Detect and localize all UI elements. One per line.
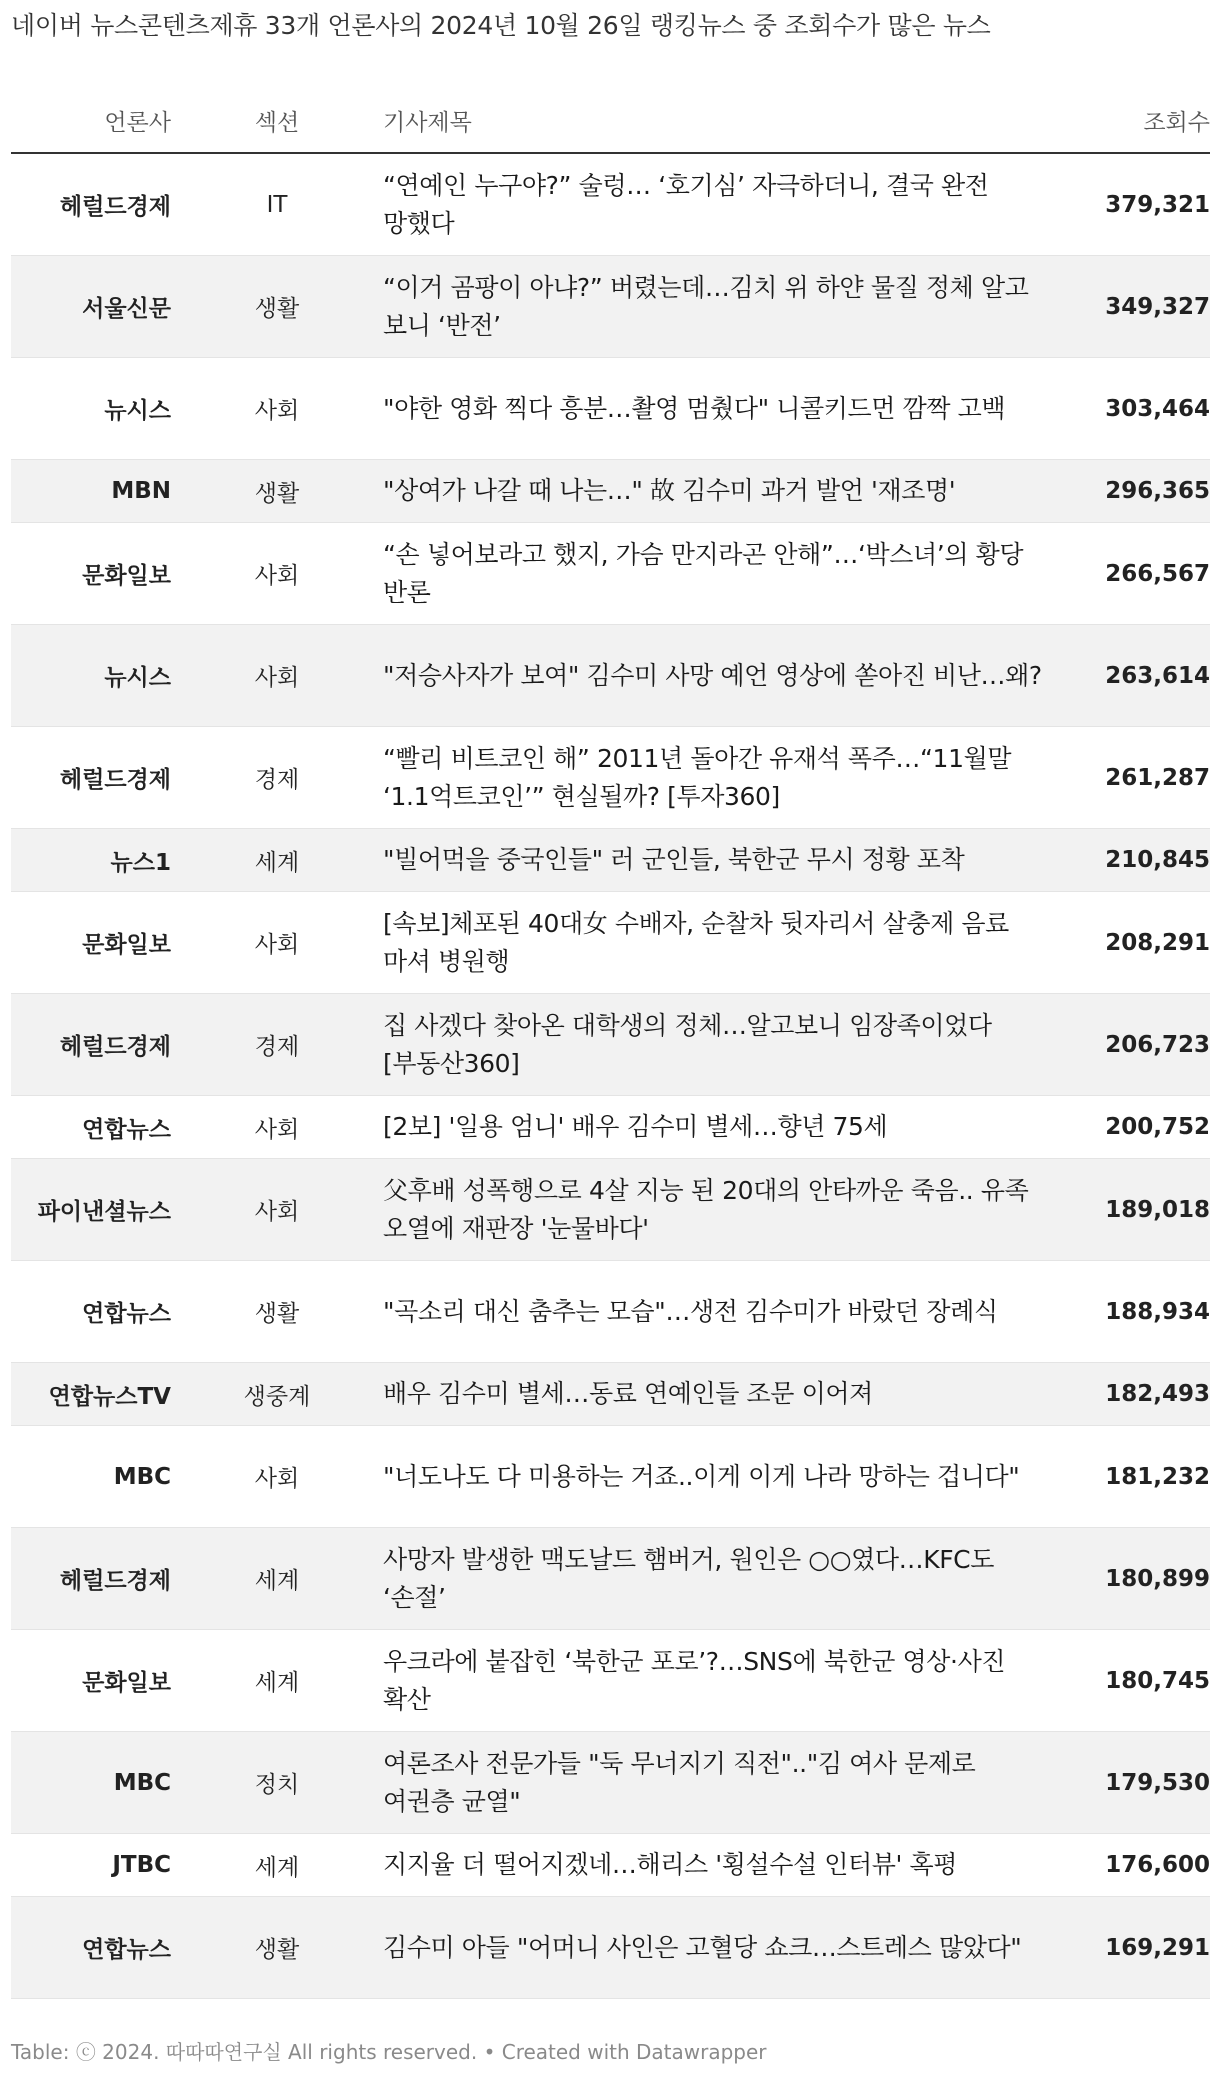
press-cell: 파이낸셜뉴스 <box>11 1159 171 1261</box>
table-row <box>11 460 1210 523</box>
headline-cell[interactable]: 우크라에 붙잡힌 ‘북한군 포로’?…SNS에 북한군 영상·사진 확산 <box>383 1630 1050 1732</box>
section-cell: 경제 <box>171 994 383 1096</box>
press-cell: 헤럴드경제 <box>11 1528 171 1630</box>
table-row <box>11 358 1210 460</box>
views-cell: 188,934 <box>1050 1261 1210 1363</box>
headline-cell[interactable]: 배우 김수미 별세…동료 연예인들 조문 이어져 <box>383 1363 1050 1426</box>
table-row <box>11 1630 1210 1732</box>
views-cell: 261,287 <box>1050 727 1210 829</box>
views-cell: 180,899 <box>1050 1528 1210 1630</box>
section-cell: 사회 <box>171 1426 383 1528</box>
section-cell: 사회 <box>171 358 383 460</box>
headline-cell[interactable]: “손 넣어보라고 했지, 가슴 만지라곤 안해”…‘박스녀’의 황당 반론 <box>383 523 1050 625</box>
column-header-headline[interactable]: 기사제목 <box>383 88 1050 153</box>
press-cell: 헤럴드경제 <box>11 727 171 829</box>
views-cell: 210,845 <box>1050 829 1210 892</box>
views-cell: 208,291 <box>1050 892 1210 994</box>
headline-cell[interactable]: "상여가 나갈 때 나는…" 故 김수미 과거 발언 '재조명' <box>383 460 1050 523</box>
section-cell: 세계 <box>171 1834 383 1897</box>
section-cell: 생활 <box>171 460 383 523</box>
headline-cell[interactable]: [속보]체포된 40대女 수배자, 순찰차 뒷자리서 살충제 음료 마셔 병원행 <box>383 892 1050 994</box>
views-cell: 181,232 <box>1050 1426 1210 1528</box>
page-title: 네이버 뉴스콘텐츠제휴 33개 언론사의 2024년 10월 26일 랭킹뉴스 중 조회수가 많은 뉴스 <box>11 11 991 40</box>
press-cell: JTBC <box>11 1834 171 1897</box>
views-cell: 179,530 <box>1050 1732 1210 1834</box>
press-cell: 연합뉴스 <box>11 1897 171 1999</box>
section-cell: 세계 <box>171 1528 383 1630</box>
table-row <box>11 1897 1210 1999</box>
views-cell: 169,291 <box>1050 1897 1210 1999</box>
press-cell: 연합뉴스TV <box>11 1363 171 1426</box>
press-cell: 뉴스1 <box>11 829 171 892</box>
headline-cell[interactable]: 지지율 더 떨어지겠네…해리스 '횡설수설 인터뷰' 혹평 <box>383 1834 1050 1897</box>
table-row <box>11 1834 1210 1897</box>
headline-cell[interactable]: “빨리 비트코인 해” 2011년 돌아간 유재석 폭주…“11월말 ‘1.1억트코인’” 현실될까? [투자360] <box>383 727 1050 829</box>
column-header-views[interactable]: 조회수 <box>1050 88 1210 153</box>
press-cell: 뉴시스 <box>11 358 171 460</box>
views-cell: 200,752 <box>1050 1096 1210 1159</box>
press-cell: MBN <box>11 460 171 523</box>
table-row <box>11 727 1210 829</box>
table-row <box>11 523 1210 625</box>
press-cell: 헤럴드경제 <box>11 153 171 256</box>
views-cell: 189,018 <box>1050 1159 1210 1261</box>
views-cell: 266,567 <box>1050 523 1210 625</box>
table-row <box>11 892 1210 994</box>
headline-cell[interactable]: "빌어먹을 중국인들" 러 군인들, 북한군 무시 정황 포착 <box>383 829 1050 892</box>
table-row <box>11 1426 1210 1528</box>
section-cell: 경제 <box>171 727 383 829</box>
section-cell: 생활 <box>171 1897 383 1999</box>
table-row <box>11 1096 1210 1159</box>
table-row <box>11 1732 1210 1834</box>
section-cell: 생중계 <box>171 1363 383 1426</box>
headline-cell[interactable]: "야한 영화 찍다 흥분…촬영 멈췄다" 니콜키드먼 깜짝 고백 <box>383 358 1050 460</box>
ranking-table <box>11 88 1210 1999</box>
views-cell: 180,745 <box>1050 1630 1210 1732</box>
headline-cell[interactable]: "저승사자가 보여" 김수미 사망 예언 영상에 쏟아진 비난…왜? <box>383 625 1050 727</box>
headline-cell[interactable]: 父후배 성폭행으로 4살 지능 된 20대의 안타까운 죽음.. 유족 오열에 재판장 '눈물바다' <box>383 1159 1050 1261</box>
views-cell: 303,464 <box>1050 358 1210 460</box>
press-cell: 문화일보 <box>11 892 171 994</box>
table-row <box>11 256 1210 358</box>
views-cell: 263,614 <box>1050 625 1210 727</box>
press-cell: 문화일보 <box>11 523 171 625</box>
press-cell: 문화일보 <box>11 1630 171 1732</box>
section-cell: 사회 <box>171 1159 383 1261</box>
section-cell: 세계 <box>171 1630 383 1732</box>
views-cell: 176,600 <box>1050 1834 1210 1897</box>
press-cell: 연합뉴스 <box>11 1096 171 1159</box>
table-row <box>11 1528 1210 1630</box>
section-cell: 사회 <box>171 523 383 625</box>
section-cell: 사회 <box>171 892 383 994</box>
headline-cell[interactable]: "곡소리 대신 춤추는 모습"…생전 김수미가 바랐던 장례식 <box>383 1261 1050 1363</box>
section-cell: 생활 <box>171 1261 383 1363</box>
table-row <box>11 625 1210 727</box>
press-cell: 헤럴드경제 <box>11 994 171 1096</box>
table-footer-credit: Table: ⓒ 2024. 따따따연구실 All rights reserved. • Created with Datawrapper <box>11 2040 767 2064</box>
views-cell: 379,321 <box>1050 153 1210 256</box>
table-row <box>11 994 1210 1096</box>
views-cell: 182,493 <box>1050 1363 1210 1426</box>
section-cell: 세계 <box>171 829 383 892</box>
press-cell: 서울신문 <box>11 256 171 358</box>
press-cell: 연합뉴스 <box>11 1261 171 1363</box>
headline-cell[interactable]: “연예인 누구야?” 술렁… ‘호기심’ 자극하더니, 결국 완전 망했다 <box>383 153 1050 256</box>
press-cell: MBC <box>11 1732 171 1834</box>
headline-cell[interactable]: [2보] '일용 엄니' 배우 김수미 별세…향년 75세 <box>383 1096 1050 1159</box>
table-row <box>11 1261 1210 1363</box>
table-header-row <box>11 88 1210 153</box>
table-row <box>11 153 1210 256</box>
section-cell: 사회 <box>171 1096 383 1159</box>
views-cell: 349,327 <box>1050 256 1210 358</box>
section-cell: 정치 <box>171 1732 383 1834</box>
headline-cell[interactable]: 사망자 발생한 맥도날드 햄버거, 원인은 ○○였다…KFC도 ‘손절’ <box>383 1528 1050 1630</box>
views-cell: 296,365 <box>1050 460 1210 523</box>
headline-cell[interactable]: “이거 곰팡이 아냐?” 버렸는데…김치 위 하얀 물질 정체 알고 보니 ‘반전’ <box>383 256 1050 358</box>
headline-cell[interactable]: "너도나도 다 미용하는 거죠..이게 이게 나라 망하는 겁니다" <box>383 1426 1050 1528</box>
press-cell: 뉴시스 <box>11 625 171 727</box>
column-header-section[interactable]: 섹션 <box>171 88 383 153</box>
section-cell: 사회 <box>171 625 383 727</box>
section-cell: IT <box>171 153 383 256</box>
headline-cell[interactable]: 여론조사 전문가들 "둑 무너지기 직전".."김 여사 문제로 여권층 균열" <box>383 1732 1050 1834</box>
headline-cell[interactable]: 집 사겠다 찾아온 대학생의 정체…알고보니 임장족이었다 [부동산360] <box>383 994 1050 1096</box>
press-cell: MBC <box>11 1426 171 1528</box>
table-row <box>11 829 1210 892</box>
table-row <box>11 1159 1210 1261</box>
column-header-press[interactable]: 언론사 <box>11 88 171 153</box>
headline-cell[interactable]: 김수미 아들 "어머니 사인은 고혈당 쇼크…스트레스 많았다" <box>383 1897 1050 1999</box>
views-cell: 206,723 <box>1050 994 1210 1096</box>
section-cell: 생활 <box>171 256 383 358</box>
table-row <box>11 1363 1210 1426</box>
